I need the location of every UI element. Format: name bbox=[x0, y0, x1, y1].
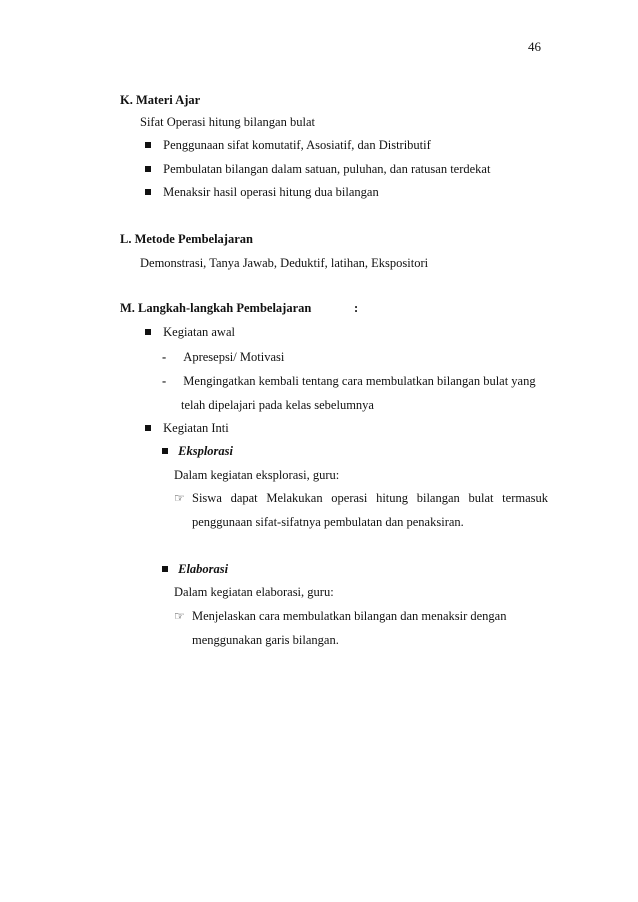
list-item-continuation: telah dipelajari pada kelas sebelumnya bbox=[181, 398, 374, 412]
list-item-label: Pembulatan bilangan dalam satuan, puluhan, dan ratusan terdekat bbox=[163, 162, 491, 176]
list-item-label: Menjelaskan cara membulatkan bilangan dan menaksir dengan bbox=[192, 609, 507, 623]
list-item-label: Siswa dapat Melakukan operasi hitung bilangan bulat termasuk bbox=[192, 491, 548, 505]
square-bullet-icon bbox=[162, 566, 168, 572]
list-item bbox=[145, 184, 379, 200]
list-item bbox=[145, 420, 229, 436]
section-m-title: M. Langkah-langkah Pembelajaran bbox=[120, 301, 312, 315]
list-item-label: Apresepsi/ Motivasi bbox=[183, 350, 285, 364]
section-k-title: K. Materi Ajar bbox=[120, 93, 201, 107]
elaborasi-title: Elaborasi bbox=[178, 562, 229, 576]
section-l-title: L. Metode Pembelajaran bbox=[120, 232, 253, 246]
list-item bbox=[145, 324, 235, 340]
list-item bbox=[174, 608, 534, 624]
square-bullet-icon bbox=[145, 166, 151, 172]
list-item bbox=[162, 373, 536, 389]
list-item bbox=[162, 443, 233, 459]
page-number: 46 bbox=[528, 39, 541, 54]
list-item-label: Penggunaan sifat komutatif, Asosiatif, dan Distributif bbox=[163, 138, 431, 152]
list-item bbox=[162, 561, 228, 577]
dash-bullet-icon: - bbox=[162, 350, 167, 364]
eksplorasi-title: Eksplorasi bbox=[178, 444, 234, 458]
list-item bbox=[162, 349, 284, 365]
kegiatan-inti-label: Kegiatan Inti bbox=[163, 421, 229, 435]
list-item bbox=[145, 137, 431, 153]
square-bullet-icon bbox=[145, 189, 151, 195]
dash-bullet-icon: - bbox=[162, 374, 167, 388]
list-item-continuation: penggunaan sifat-sifatnya pembulatan dan penaksiran. bbox=[192, 515, 464, 529]
section-k-intro: Sifat Operasi hitung bilangan bulat bbox=[140, 115, 315, 129]
list-item-label: Menaksir hasil operasi hitung dua bilangan bbox=[163, 185, 379, 199]
square-bullet-icon bbox=[145, 329, 151, 335]
square-bullet-icon bbox=[162, 448, 168, 454]
pointing-hand-icon: ☞ bbox=[174, 609, 185, 623]
section-m-colon: : bbox=[354, 301, 359, 315]
square-bullet-icon bbox=[145, 142, 151, 148]
list-item bbox=[174, 490, 548, 506]
square-bullet-icon bbox=[145, 425, 151, 431]
kegiatan-awal-label: Kegiatan awal bbox=[163, 325, 235, 339]
eksplorasi-intro: Dalam kegiatan eksplorasi, guru: bbox=[174, 468, 340, 482]
elaborasi-intro: Dalam kegiatan elaborasi, guru: bbox=[174, 585, 334, 599]
list-item-label: Mengingatkan kembali tentang cara membulatkan bilangan bulat yang bbox=[183, 374, 536, 388]
list-item bbox=[145, 161, 490, 177]
pointing-hand-icon: ☞ bbox=[174, 491, 185, 505]
section-l-text: Demonstrasi, Tanya Jawab, Deduktif, latihan, Ekspositori bbox=[140, 256, 429, 270]
list-item-continuation: menggunakan garis bilangan. bbox=[192, 633, 339, 647]
